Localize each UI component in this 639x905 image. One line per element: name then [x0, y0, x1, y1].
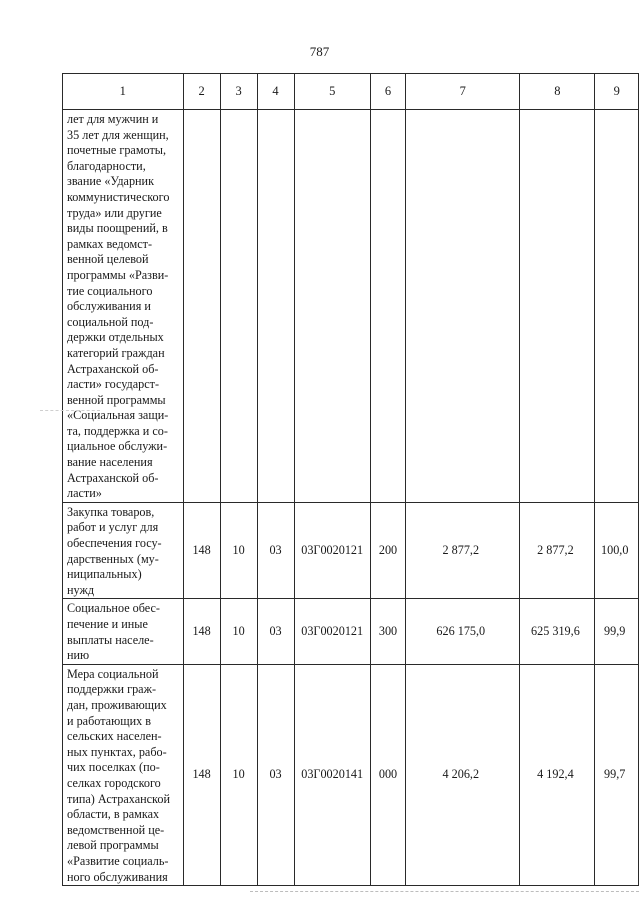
description-line: и работающих в: [67, 713, 151, 728]
description-line: чих поселках (по-: [67, 760, 160, 775]
description-line: дарственных (му-: [67, 551, 159, 566]
cell-code-4: 03: [257, 502, 294, 599]
description-line: лет для мужчин и: [67, 112, 159, 126]
cell-code-4: 03: [257, 599, 294, 664]
cell-code-2: [183, 110, 220, 503]
scan-artifact-dash: [40, 410, 100, 411]
cell-code-2: 148: [183, 664, 220, 885]
cell-percent-9: [595, 110, 639, 503]
description-line: «Социальная защи-: [67, 408, 169, 423]
page-number: 787: [309, 44, 330, 59]
description-line: обслуживания и: [67, 299, 151, 314]
cell-code-2: 148: [183, 502, 220, 599]
description-line: Астраханской об-: [67, 361, 159, 376]
description-cell: [63, 599, 184, 664]
cell-amount-8: 4 192,4: [520, 664, 595, 885]
header-cell: 1: [63, 74, 184, 110]
cell-percent-9: 99,9: [595, 599, 639, 664]
description-line: категорий граждан: [67, 345, 165, 360]
description-line: вание населения: [67, 455, 153, 470]
cell-code-5: [294, 110, 370, 503]
description-line: 35 лет для женщин,: [67, 127, 169, 142]
description-line: печение и иные: [67, 617, 148, 631]
description-line: почетные грамоты,: [67, 143, 167, 158]
description-line: селках городского: [67, 775, 161, 790]
description-line: ласти»: [67, 486, 102, 501]
description-line: коммунистического: [67, 189, 170, 204]
description-line: поддержки граж-: [67, 682, 157, 697]
cell-code-3: 10: [220, 599, 257, 664]
description-line: Астраханской об-: [67, 470, 159, 485]
description-line: венной программы: [67, 392, 166, 407]
cell-code-6: 200: [370, 502, 405, 599]
cell-amount-7: 626 175,0: [406, 599, 520, 664]
description-line: сельских населен-: [67, 729, 162, 744]
description-line: труда» или другие: [67, 205, 162, 220]
cell-amount-8: [520, 110, 595, 503]
description-line: обеспечения госу-: [67, 536, 162, 551]
description-line: рамках ведомст-: [67, 236, 153, 251]
description-line: Мера социальной: [67, 666, 159, 681]
header-cell: 5: [294, 74, 370, 110]
cell-code-3: 10: [220, 664, 257, 885]
description-line: звание «Ударник: [67, 174, 155, 189]
cell-code-3: [220, 110, 257, 503]
header-row: [63, 74, 639, 110]
description-cell: [63, 110, 184, 503]
description-line: нию: [67, 648, 90, 663]
cell-code-2: 148: [183, 599, 220, 664]
description-line: ниципальных): [67, 567, 142, 582]
description-line: выплаты населе-: [67, 632, 154, 647]
description-line: программы «Разви-: [67, 267, 169, 282]
cell-amount-8: 625 319,6: [520, 599, 595, 664]
cell-amount-7: 4 206,2: [406, 664, 520, 885]
cell-code-4: 03: [257, 664, 294, 885]
table-row: [63, 599, 639, 664]
description-line: виды поощрений, в: [67, 221, 168, 236]
cell-amount-7: 2 877,2: [406, 502, 520, 599]
cell-amount-8: 2 877,2: [520, 502, 595, 599]
description-line: та, поддержка и со-: [67, 423, 168, 438]
budget-table: [62, 73, 639, 886]
description-line: тие социального: [67, 283, 153, 298]
description-line: венной целевой: [67, 252, 149, 267]
table-row: [63, 502, 639, 599]
header-cell: 8: [520, 74, 595, 110]
cell-code-5: 03Г0020141: [294, 664, 370, 885]
table-row: [63, 110, 639, 503]
description-line: области, в рамках: [67, 807, 160, 822]
description-line: дан, проживающих: [67, 697, 167, 712]
description-line: благодарности,: [67, 158, 146, 173]
description-line: циальное обслужи-: [67, 439, 168, 454]
description-line: ведомственной це-: [67, 822, 165, 837]
description-line: ного обслуживания: [67, 869, 168, 884]
cell-code-6: [370, 110, 405, 503]
description-cell: [63, 664, 184, 885]
cell-code-5: 03Г0020121: [294, 502, 370, 599]
description-line: Закупка товаров,: [67, 504, 155, 519]
scan-artifact-line: [250, 891, 639, 892]
description-line: ных пунктах, рабо-: [67, 744, 167, 759]
header-cell: 2: [183, 74, 220, 110]
description-line: работ и услуг для: [67, 520, 159, 535]
header-cell: 4: [257, 74, 294, 110]
cell-code-3: 10: [220, 502, 257, 599]
description-line: ласти» государст-: [67, 377, 160, 392]
header-cell: 9: [595, 74, 639, 110]
description-line: держки отдельных: [67, 330, 164, 345]
description-line: типа) Астраханской: [67, 791, 170, 806]
description-line: «Развитие социаль-: [67, 853, 169, 868]
description-line: Социальное обес-: [67, 601, 160, 616]
cell-percent-9: 99,7: [595, 664, 639, 885]
header-cell: 3: [220, 74, 257, 110]
description-line: социальной под-: [67, 314, 154, 329]
description-line: нужд: [67, 582, 95, 597]
cell-code-4: [257, 110, 294, 503]
cell-code-5: 03Г0020121: [294, 599, 370, 664]
header-cell: 6: [370, 74, 405, 110]
header-cell: 7: [406, 74, 520, 110]
description-line: левой программы: [67, 838, 159, 853]
cell-amount-7: [406, 110, 520, 503]
cell-code-6: 000: [370, 664, 405, 885]
table-row: [63, 664, 639, 885]
cell-code-6: 300: [370, 599, 405, 664]
description-cell: [63, 502, 184, 599]
cell-percent-9: 100,0: [595, 502, 639, 599]
